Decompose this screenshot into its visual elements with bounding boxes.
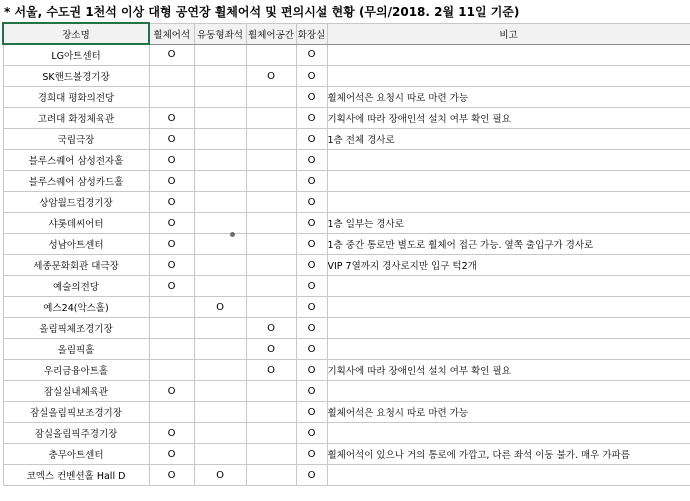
wheelchair-space-cell[interactable]: O bbox=[246, 360, 296, 381]
movable-seat-cell[interactable] bbox=[194, 213, 246, 234]
table-row bbox=[3, 87, 690, 108]
note-cell[interactable] bbox=[327, 44, 690, 66]
note-cell[interactable] bbox=[327, 192, 690, 213]
header-note[interactable]: 비고 bbox=[327, 23, 690, 44]
toilet-cell[interactable]: O bbox=[296, 465, 327, 486]
table-row bbox=[3, 381, 690, 402]
toilet-cell[interactable]: O bbox=[296, 234, 327, 255]
wheelchair-seat-cell[interactable]: O bbox=[149, 44, 194, 66]
note-cell[interactable]: VIP 7열까지 경사로지만 입구 턱2개 bbox=[327, 255, 690, 276]
note-cell[interactable]: 1층 일부는 경사로 bbox=[327, 213, 690, 234]
sheet-title: * 서울, 수도권 1천석 이상 대형 공연장 휠체어석 및 편의시설 현황 (무의/2018. 2월 11일 기준) bbox=[4, 5, 520, 19]
toilet-cell[interactable]: O bbox=[296, 339, 327, 360]
movable-seat-cell[interactable] bbox=[194, 171, 246, 192]
venue-name-cell[interactable]: LG아트센터 bbox=[3, 44, 149, 66]
table-row bbox=[3, 129, 690, 150]
table-row bbox=[3, 297, 690, 318]
venue-name-cell[interactable]: 세종문화회관 대극장 bbox=[3, 255, 149, 276]
note-cell[interactable] bbox=[327, 423, 690, 444]
movable-seat-cell[interactable] bbox=[194, 318, 246, 339]
table-row bbox=[3, 255, 690, 276]
wheelchair-space-cell[interactable] bbox=[246, 465, 296, 486]
toilet-cell[interactable]: O bbox=[296, 108, 327, 129]
wheelchair-space-cell[interactable] bbox=[246, 150, 296, 171]
movable-seat-cell[interactable] bbox=[194, 339, 246, 360]
toilet-cell[interactable]: O bbox=[296, 381, 327, 402]
table-row bbox=[3, 444, 690, 465]
wheelchair-seat-cell[interactable]: O bbox=[149, 192, 194, 213]
header-venue-name[interactable]: 장소명 bbox=[3, 23, 149, 44]
wheelchair-seat-cell[interactable] bbox=[149, 66, 194, 87]
note-cell[interactable] bbox=[327, 465, 690, 486]
wheelchair-seat-cell[interactable]: O bbox=[149, 108, 194, 129]
note-cell[interactable]: 휠체어석이 있으나 거의 통로에 가깝고, 다른 좌석 이동 불가. 매우 가파름 bbox=[327, 444, 690, 465]
toilet-cell[interactable]: O bbox=[296, 171, 327, 192]
venue-name-cell[interactable]: 성남아트센터 bbox=[3, 234, 149, 255]
wheelchair-seat-cell[interactable]: O bbox=[149, 381, 194, 402]
venue-name-cell[interactable]: 코엑스 컨벤션홀 Hall D bbox=[3, 465, 149, 486]
movable-seat-cell[interactable] bbox=[194, 423, 246, 444]
wheelchair-seat-cell[interactable]: O bbox=[149, 150, 194, 171]
venue-name-cell[interactable]: 우리금융아트홀 bbox=[3, 360, 149, 381]
wheelchair-space-cell[interactable] bbox=[246, 192, 296, 213]
note-cell[interactable] bbox=[327, 339, 690, 360]
movable-seat-cell[interactable] bbox=[194, 192, 246, 213]
wheelchair-space-cell[interactable] bbox=[246, 276, 296, 297]
note-cell[interactable]: 1층 전체 경사로 bbox=[327, 129, 690, 150]
header-toilet[interactable]: 화장실 bbox=[296, 23, 327, 44]
wheelchair-seat-cell[interactable] bbox=[149, 360, 194, 381]
toilet-cell[interactable]: O bbox=[296, 66, 327, 87]
wheelchair-space-cell[interactable]: O bbox=[246, 66, 296, 87]
table-row bbox=[3, 171, 690, 192]
venue-name-cell[interactable]: 잠실올림픽보조경기장 bbox=[3, 402, 149, 423]
table-row bbox=[3, 192, 690, 213]
wheelchair-seat-cell[interactable] bbox=[149, 87, 194, 108]
movable-seat-cell[interactable] bbox=[194, 255, 246, 276]
note-cell[interactable] bbox=[327, 381, 690, 402]
movable-seat-cell[interactable] bbox=[194, 66, 246, 87]
wheelchair-space-cell[interactable] bbox=[246, 87, 296, 108]
movable-seat-cell[interactable] bbox=[194, 87, 246, 108]
toilet-cell[interactable]: O bbox=[296, 87, 327, 108]
toilet-cell[interactable]: O bbox=[296, 44, 327, 66]
note-cell[interactable] bbox=[327, 297, 690, 318]
venue-name-cell[interactable]: SK핸드볼경기장 bbox=[3, 66, 149, 87]
movable-seat-cell[interactable] bbox=[194, 276, 246, 297]
note-cell[interactable] bbox=[327, 171, 690, 192]
table-row bbox=[3, 339, 690, 360]
header-row bbox=[3, 23, 690, 44]
wheelchair-seat-cell[interactable]: O bbox=[149, 234, 194, 255]
wheelchair-space-cell[interactable] bbox=[246, 255, 296, 276]
table-row bbox=[3, 318, 690, 339]
header-wheelchair-seat[interactable]: 휠체어석 bbox=[149, 23, 194, 44]
note-cell[interactable]: 휠체어석은 요청시 따로 마련 가능 bbox=[327, 87, 690, 108]
wheelchair-seat-cell[interactable]: O bbox=[149, 171, 194, 192]
venue-name-cell[interactable]: 블루스퀘어 삼성카드홀 bbox=[3, 171, 149, 192]
wheelchair-space-cell[interactable] bbox=[246, 297, 296, 318]
toilet-cell[interactable]: O bbox=[296, 213, 327, 234]
table-row bbox=[3, 360, 690, 381]
venue-name-cell[interactable]: 경희대 평화의전당 bbox=[3, 87, 149, 108]
wheelchair-space-cell[interactable] bbox=[246, 444, 296, 465]
toilet-cell[interactable]: O bbox=[296, 276, 327, 297]
table-row bbox=[3, 276, 690, 297]
table-row bbox=[3, 44, 690, 66]
toilet-cell[interactable]: O bbox=[296, 360, 327, 381]
toilet-cell[interactable]: O bbox=[296, 444, 327, 465]
note-cell[interactable]: 기획사에 따라 장애인석 설치 여부 확인 필요 bbox=[327, 108, 690, 129]
movable-seat-cell[interactable] bbox=[194, 129, 246, 150]
movable-seat-cell[interactable] bbox=[194, 108, 246, 129]
table-row bbox=[3, 465, 690, 486]
venue-name-cell[interactable]: 충무아트센터 bbox=[3, 444, 149, 465]
venue-name-cell[interactable]: 올림픽홀 bbox=[3, 339, 149, 360]
toilet-cell[interactable]: O bbox=[296, 297, 327, 318]
movable-seat-cell[interactable] bbox=[194, 402, 246, 423]
wheelchair-space-cell[interactable] bbox=[246, 381, 296, 402]
venue-name-cell[interactable]: 국립극장 bbox=[3, 129, 149, 150]
wheelchair-space-cell[interactable]: O bbox=[246, 339, 296, 360]
wheelchair-seat-cell[interactable]: O bbox=[149, 423, 194, 444]
movable-seat-cell[interactable]: O bbox=[194, 297, 246, 318]
wheelchair-space-cell[interactable] bbox=[246, 171, 296, 192]
wheelchair-seat-cell[interactable]: O bbox=[149, 213, 194, 234]
table-row bbox=[3, 234, 690, 255]
movable-seat-cell[interactable] bbox=[194, 234, 246, 255]
toilet-cell[interactable]: O bbox=[296, 150, 327, 171]
wheelchair-space-cell[interactable]: O bbox=[246, 318, 296, 339]
venue-name-cell[interactable]: 잠실올림픽주경기장 bbox=[3, 423, 149, 444]
table-row bbox=[3, 402, 690, 423]
wheelchair-seat-cell[interactable]: O bbox=[149, 255, 194, 276]
table-row bbox=[3, 66, 690, 87]
table-row bbox=[3, 213, 690, 234]
venue-name-cell[interactable]: 상암월드컵경기장 bbox=[3, 192, 149, 213]
note-cell[interactable] bbox=[327, 276, 690, 297]
movable-seat-cell[interactable] bbox=[194, 444, 246, 465]
wheelchair-seat-cell[interactable]: O bbox=[149, 129, 194, 150]
table-row bbox=[3, 423, 690, 444]
venue-name-cell[interactable]: 예술의전당 bbox=[3, 276, 149, 297]
venue-table bbox=[2, 22, 690, 486]
wheelchair-space-cell[interactable] bbox=[246, 213, 296, 234]
wheelchair-space-cell[interactable] bbox=[246, 234, 296, 255]
toilet-cell[interactable]: O bbox=[296, 129, 327, 150]
wheelchair-seat-cell[interactable] bbox=[149, 318, 194, 339]
header-wheelchair-space[interactable]: 휠체어공간 bbox=[246, 23, 296, 44]
wheelchair-seat-cell[interactable]: O bbox=[149, 276, 194, 297]
movable-seat-cell[interactable]: O bbox=[194, 465, 246, 486]
note-cell[interactable] bbox=[327, 318, 690, 339]
wheelchair-seat-cell[interactable]: O bbox=[149, 444, 194, 465]
wheelchair-space-cell[interactable] bbox=[246, 129, 296, 150]
note-cell[interactable] bbox=[327, 66, 690, 87]
header-movable-seat[interactable]: 유동형좌석 bbox=[194, 23, 246, 44]
wheelchair-space-cell[interactable] bbox=[246, 423, 296, 444]
toilet-cell[interactable]: O bbox=[296, 318, 327, 339]
venue-name-cell[interactable]: 샤롯데씨어터 bbox=[3, 213, 149, 234]
venue-name-cell[interactable]: 올림픽체조경기장 bbox=[3, 318, 149, 339]
note-cell[interactable]: 기획사에 따라 장애인석 설치 여부 확인 필요 bbox=[327, 360, 690, 381]
wheelchair-space-cell[interactable] bbox=[246, 44, 296, 66]
movable-seat-cell[interactable] bbox=[194, 360, 246, 381]
venue-name-cell[interactable]: 고려대 화정체육관 bbox=[3, 108, 149, 129]
wheelchair-space-cell[interactable] bbox=[246, 108, 296, 129]
movable-seat-cell[interactable] bbox=[194, 381, 246, 402]
toilet-cell[interactable]: O bbox=[296, 192, 327, 213]
movable-seat-cell[interactable] bbox=[194, 44, 246, 66]
table-row bbox=[3, 108, 690, 129]
wheelchair-space-cell[interactable] bbox=[246, 402, 296, 423]
toilet-cell[interactable]: O bbox=[296, 255, 327, 276]
venue-name-cell[interactable]: 블루스퀘어 삼성전자홀 bbox=[3, 150, 149, 171]
note-cell[interactable]: 휠체어석은 요청시 따로 마련 가능 bbox=[327, 402, 690, 423]
wheelchair-seat-cell[interactable] bbox=[149, 339, 194, 360]
note-cell[interactable]: 1층 중간 통로만 별도로 휠체어 접근 가능. 옆쪽 출입구가 경사로 bbox=[327, 234, 690, 255]
wheelchair-seat-cell[interactable] bbox=[149, 297, 194, 318]
cursor-dot bbox=[230, 232, 235, 237]
wheelchair-seat-cell[interactable]: O bbox=[149, 465, 194, 486]
venue-name-cell[interactable]: 잠실실내체육관 bbox=[3, 381, 149, 402]
note-cell[interactable] bbox=[327, 150, 690, 171]
movable-seat-cell[interactable] bbox=[194, 150, 246, 171]
toilet-cell[interactable]: O bbox=[296, 423, 327, 444]
toilet-cell[interactable]: O bbox=[296, 402, 327, 423]
wheelchair-seat-cell[interactable] bbox=[149, 402, 194, 423]
table-row bbox=[3, 150, 690, 171]
venue-name-cell[interactable]: 예스24(악스홀) bbox=[3, 297, 149, 318]
